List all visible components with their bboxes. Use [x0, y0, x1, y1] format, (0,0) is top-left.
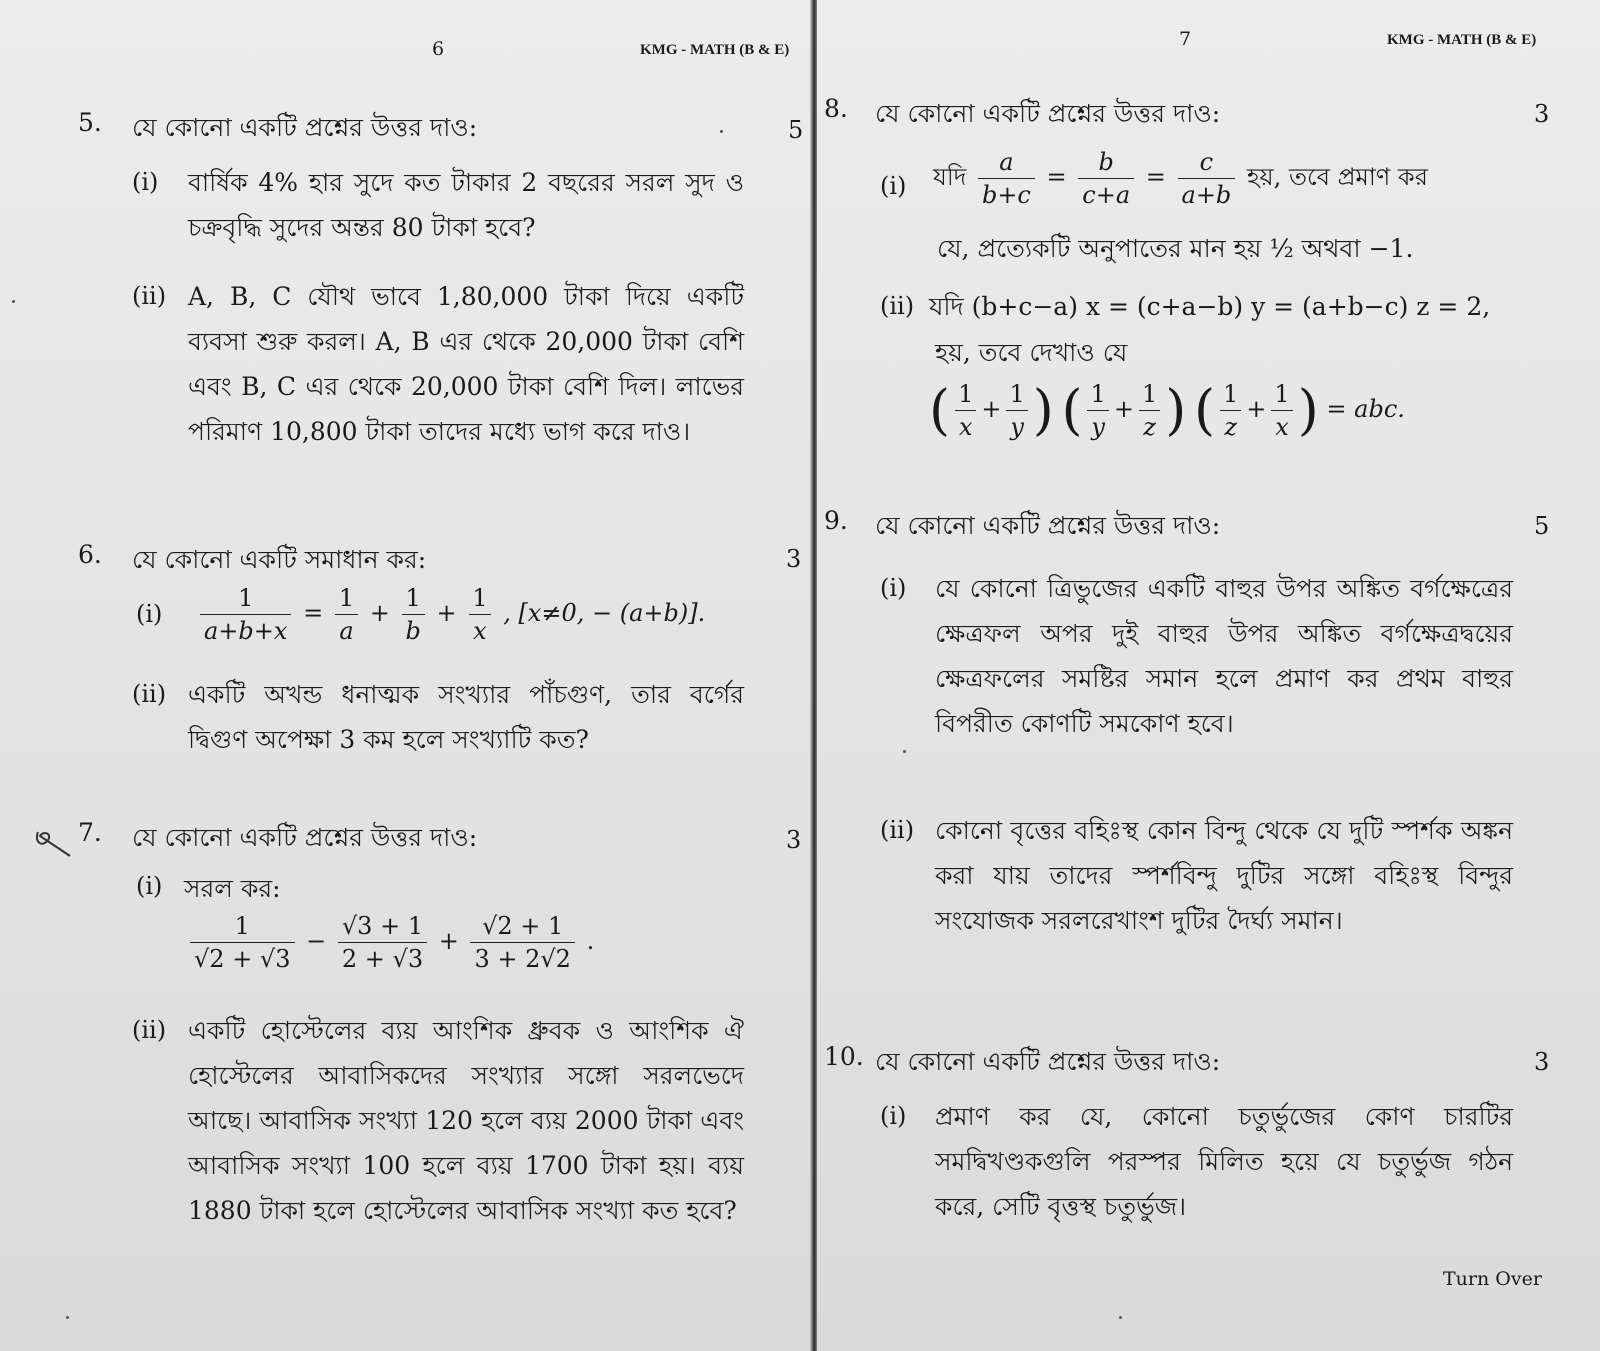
sub-question-text: প্রমাণ কর যে, কোনো চতুর্ভুজের কোণ চারটির সমদ্বিখণ্ডকগুলি পরস্পর মিলিত হয়ে যে চতুর্ভুজ গঠন করে, সেটি বৃত্তস্থ চতুর্ভুজ।	[935, 1102, 1513, 1221]
question-instruction: যে কোনো একটি প্রশ্নের উত্তর দাও:	[875, 511, 1221, 540]
fraction: $\frac{1}{x}$	[468, 584, 491, 645]
equation: $\frac{1}{a+b+x}$ = $\frac{1}{a}$ + $\frac{1}{b}$ + $\frac{1}{x}$ , [x≠0, − (a+b)].	[196, 584, 705, 645]
fraction: $\frac{√3 + 1}{2 + √3}$	[338, 912, 427, 973]
paper-speck	[1119, 1316, 1122, 1319]
sub-question-text: যদি (b+c−a) x = (c+a−b) y = (a+b−c) z = 2,	[929, 292, 1491, 321]
sub-question-label: (i)	[880, 574, 907, 602]
fraction: $\frac{1}{x}$	[1270, 380, 1293, 441]
question-number: 8.	[824, 94, 848, 123]
sub-question-text: কোনো বৃত্তের বহিঃস্থ কোন বিন্দু থেকে যে দুটি স্পর্শক অঙ্কন করা যায় তাদের স্পর্শবিন্দু দুটির সঙ্গো বহিঃস্থ বিন্দুর সংযোজক সরলরেখাংশ দুটির দৈর্ঘ্য সমান।	[935, 816, 1513, 935]
fraction: $\frac{√2 + 1}{3 + 2√2}$	[470, 912, 574, 973]
fraction: $\frac{1}{x}$	[954, 380, 977, 441]
question-instruction: যে কোনো একটি প্রশ্নের উত্তর দাও:	[132, 823, 478, 852]
sub-question-text: A, B, C যৌথ ভাবে 1,80,000 টাকা দিয়ে একটি ব্যবসা শুরু করল। A, B এর থেকে 20,000 টাকা বেশি এবং B, C এর থেকে 20,000 টাকা বেশি দিল। লাভের পরিমাণ 10,800 টাকা তাদের মধ্যে ভাগ করে দাও।	[188, 282, 744, 446]
sub-question-label: (i)	[136, 872, 163, 900]
question-instruction: যে কোনো একটি প্রশ্নের উত্তর দাও:	[875, 1047, 1221, 1076]
question-instruction: যে কোনো একটি প্রশ্নের উত্তর দাও:	[132, 113, 478, 142]
sub-question-text: একটি হোস্টেলের ব্যয় আংশিক ধ্রুবক ও আংশিক ঐ হোস্টেলের আবাসিকদের সংখ্যার সঙ্গো সরলভেদে আছে। আবাসিক সংখ্যা 120 হলে ব্যয় 2000 টাকা এবং আবাসিক সংখ্যা 100 হলে ব্যয় 1700 টাকা হয়। ব্যয় 1880 টাকা হলে হোস্টেলের আবাসিক সংখ্যা কত হবে?	[188, 1016, 744, 1225]
page-number: 7	[1179, 28, 1192, 50]
question-marks: 3	[786, 545, 802, 573]
fraction: $\frac{c}{a+b}$	[1178, 148, 1236, 209]
pencil-mark-icon	[32, 826, 76, 860]
exam-code: KMG - MATH (B & E)	[1387, 32, 1537, 48]
identity: ( $\frac{1}{x}$ + $\frac{1}{y}$ ) ( $\frac{1}{y}$ + $\frac{1}{z}$ ) ( $\frac{1}{z}$ + $\frac{1}{x}$ ) = abc.	[929, 378, 1405, 442]
sub-question-label: (i)	[880, 172, 907, 200]
sub-question-label: (ii)	[132, 680, 167, 708]
equation: যদি $\frac{a}{b+c}$ = $\frac{b}{c+a}$ = $\frac{c}{a+b}$ হয়, তবে প্রমাণ কর	[933, 148, 1428, 209]
exam-code: KMG - MATH (B & E)	[640, 42, 790, 58]
question-number: 9.	[824, 506, 848, 535]
sub-question-text: যে, প্রত্যেকটি অনুপাতের মান হয় ½ অথবা −1.	[937, 234, 1414, 263]
page-number: 6	[432, 38, 445, 60]
fraction: $\frac{b}{c+a}$	[1078, 148, 1134, 209]
paper-speck	[903, 750, 906, 753]
sub-question-label: (ii)	[880, 816, 915, 844]
fraction: $\frac{1}{a+b+x}$	[200, 584, 291, 645]
sub-question-text: একটি অখন্ড ধনাত্মক সংখ্যার পাঁচগুণ, তার বর্গের দ্বিগুণ অপেক্ষা 3 কম হলে সংখ্যাটি কত?	[188, 680, 744, 754]
sub-question-label: (ii)	[132, 282, 167, 310]
right-page	[817, 0, 1600, 1351]
question-instruction: যে কোনো একটি সমাধান কর:	[132, 545, 427, 574]
fraction: $\frac{a}{b+c}$	[978, 148, 1035, 209]
question-marks: 3	[1534, 1048, 1550, 1076]
question-number: 10.	[824, 1042, 864, 1071]
question-number: 5.	[78, 108, 102, 137]
paper-speck	[66, 1316, 69, 1319]
fraction: $\frac{1}{b}$	[402, 584, 425, 645]
question-marks: 3	[1534, 100, 1550, 128]
turn-over-note: Turn Over	[1443, 1268, 1542, 1290]
fraction: $\frac{1}{y}$	[1005, 380, 1028, 441]
question-instruction: যে কোনো একটি প্রশ্নের উত্তর দাও:	[875, 99, 1221, 128]
fraction: $\frac{1}{z}$	[1219, 380, 1242, 441]
question-marks: 5	[788, 116, 804, 144]
sub-question-text: যে কোনো ত্রিভুজের একটি বাহুর উপর অঙ্কিত বর্গক্ষেত্রের ক্ষেত্রফল অপর দুই বাহুর উপর অঙ্কিত বর্গক্ষেত্রদ্বয়ের ক্ষেত্রফলের সমষ্টির সমান হলে প্রমাণ কর প্রথম বাহুর বিপরীত কোণটি সমকোণ হবে।	[935, 574, 1513, 738]
fraction: $\frac{1}{y}$	[1087, 380, 1110, 441]
sub-question-text: সরল কর:	[184, 874, 281, 903]
question-number: 6.	[78, 540, 102, 569]
fraction: $\frac{1}{a}$	[335, 584, 358, 645]
sub-question-label: (ii)	[132, 1016, 167, 1044]
sub-question-text: হয়, তবে দেখাও যে	[935, 338, 1128, 367]
condition: , [x≠0, − (a+b)].	[503, 599, 706, 627]
question-number: 7.	[78, 818, 102, 847]
fraction: $\frac{1}{√2 + √3}$	[190, 912, 295, 973]
sub-question-label: (i)	[880, 1102, 907, 1130]
paper-speck	[720, 130, 723, 133]
expression: $\frac{1}{√2 + √3}$ − $\frac{√3 + 1}{2 + √3}$ + $\frac{√2 + 1}{3 + 2√2}$ .	[186, 912, 594, 973]
sub-question-label: (i)	[136, 600, 163, 628]
fraction: $\frac{1}{z}$	[1138, 380, 1161, 441]
sub-question-text: বার্ষিক 4% হার সুদে কত টাকার 2 বছরের সরল সুদ ও চক্রবৃদ্ধি সুদের অন্তর 80 টাকা হবে?	[188, 168, 744, 242]
sub-question-label: (ii)	[880, 292, 915, 320]
paper-speck	[12, 300, 15, 303]
sub-question-label: (i)	[132, 168, 159, 196]
question-marks: 3	[786, 826, 802, 854]
question-marks: 5	[1534, 512, 1550, 540]
